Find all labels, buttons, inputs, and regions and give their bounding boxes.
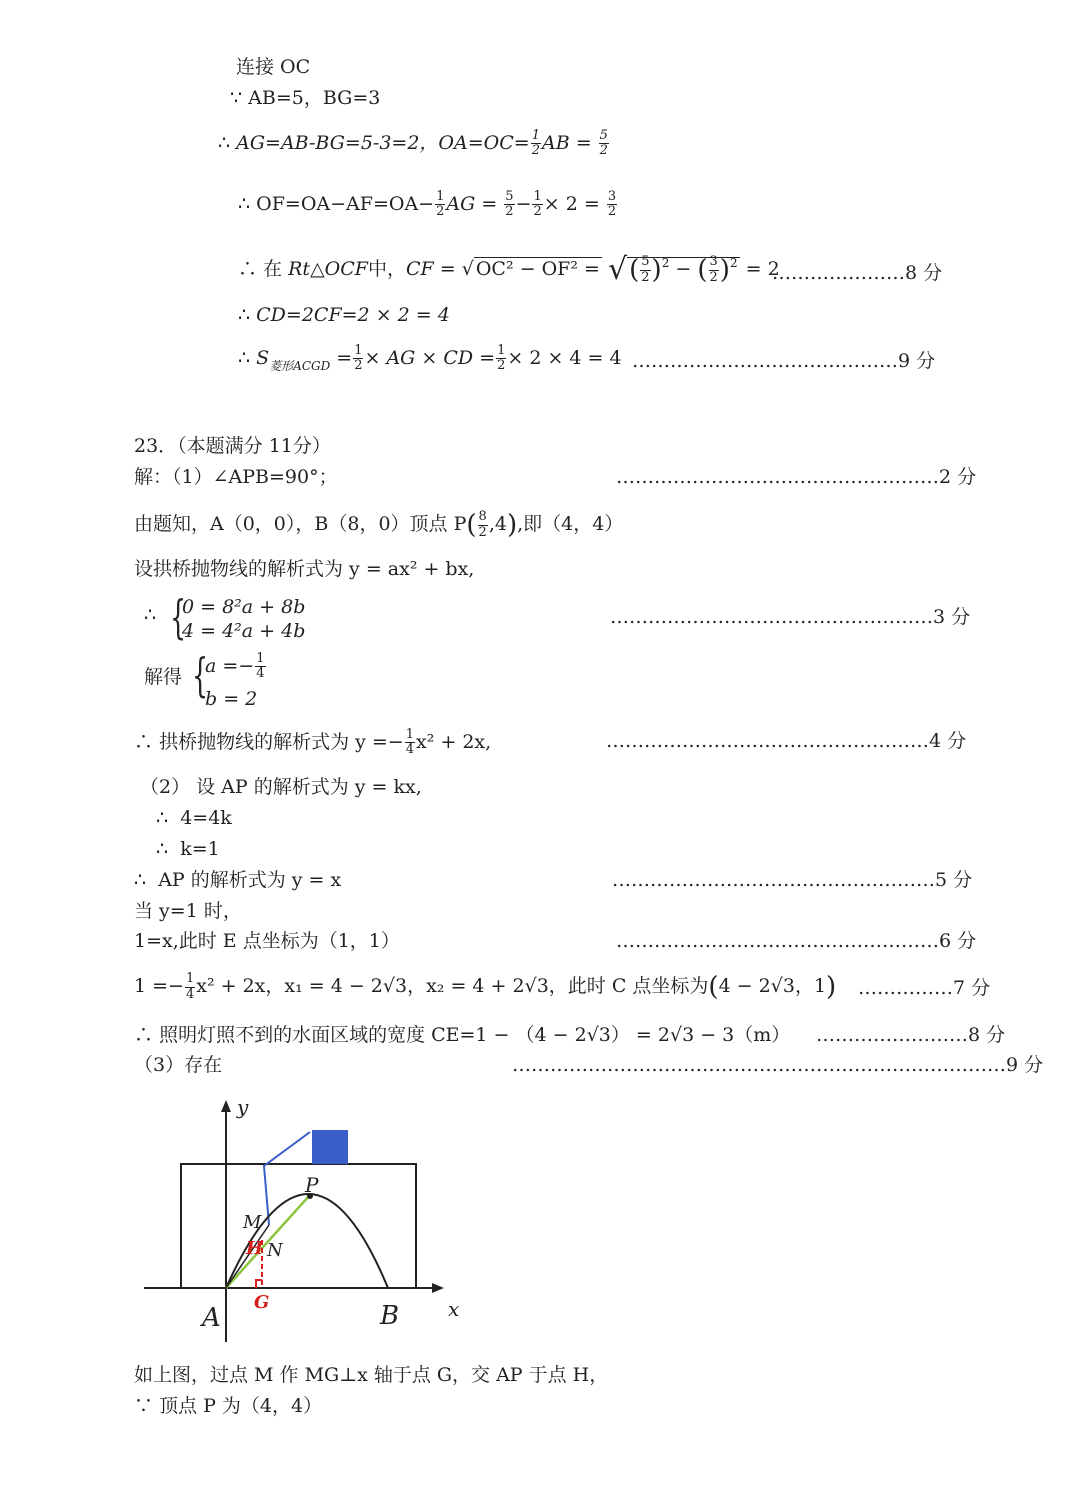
score-9-a: ……………………………………9 分 (632, 350, 936, 372)
therefore-symbol: ∴ (156, 838, 169, 860)
score-8-a: …………………8 分 (772, 262, 943, 284)
solution-a: a =− $\frac{1}{4}$ (205, 651, 265, 682)
q23-points: 由题知，A（0，0），B（8，0）顶点 P( $\frac{8}{2}$ ,4),即（4，4） (134, 509, 624, 540)
q23-width-ce: ∴ 照明灯照不到的水面区域的宽度 CE=1 − （4 − 2√3） = 2√3 − 3（m） (134, 1024, 791, 1046)
line-area: ∴ $S_{菱形ACGD}$ = $\frac{1}{2}$ × AG × CD = $\frac{1}{2}$ × 2 × 4 = 4 (238, 343, 622, 374)
line-connect-oc: 连接 OC (236, 56, 311, 78)
line-cd: ∴ CD=2CF=2 × 2 = 4 (238, 304, 450, 326)
score-8-b: ……………………8 分 (816, 1024, 1006, 1046)
q23-point-c: 1 =− $\frac{1}{4}$ x² + 2x，x₁ = 4 − 2√3，x₂ = 4 + 2√3，此时 C 点坐标为(4 − 2√3，1) (134, 971, 837, 1002)
score-5: ……………………………………………5 分 (612, 869, 973, 891)
x-axis-arrow (432, 1283, 444, 1293)
score-3: ……………………………………………3 分 (610, 606, 971, 628)
therefore-symbol: ∴ (238, 346, 251, 369)
because-symbol: ∵ (134, 1395, 154, 1417)
therefore-symbol: ∴ (134, 1024, 154, 1046)
score-4: ……………………………………………4 分 (606, 730, 967, 752)
score-6: ……………………………………………6 分 (616, 930, 977, 952)
q23-part3-explanation: 如上图，过点 M 作 MG⊥x 轴于点 G，交 AP 于点 H， (134, 1364, 609, 1386)
q23-4eq4k: ∴ 4=4k (156, 807, 232, 829)
therefore-symbol: ∴ (238, 304, 251, 326)
q23-vertex-p: ∵ 顶点 P 为（4，4） (134, 1395, 323, 1417)
solution-brace: { (192, 648, 209, 702)
equation-2: 4 = 4²a + 4b (182, 620, 306, 642)
q23-part3: （3）存在 (134, 1054, 223, 1076)
therefore-symbol: ∴ (134, 869, 147, 891)
y-axis-arrow (221, 1100, 231, 1112)
label-g: G (254, 1292, 270, 1313)
line-cf: ∴ 在 Rt△OCF中，CF = √ OC² − OF² = √( $\frac{5}{2}$ )$^2$ − ( $\frac{3}{2}$ )$^2$ = 2 (238, 252, 780, 287)
line-ab-bg: ∵ AB=5，BG=3 (230, 87, 381, 109)
system-brace: { (170, 590, 187, 644)
therefore-symbol: ∴ (218, 131, 231, 154)
because-symbol: ∵ (230, 87, 243, 109)
equation-1: 0 = 8²a + 8b (182, 596, 306, 618)
q23-when-y1: 当 y=1 时， (134, 900, 242, 922)
q23-result-parabola: ∴ 拱桥抛物线的解析式为 y =− $\frac{1}{4}$ x² + 2x, (134, 727, 492, 758)
therefore-symbol: ∴ (238, 258, 258, 280)
score-9-b: ……………………………………………………………………9 分 (512, 1054, 1044, 1076)
q23-ap-line: ∴ AP 的解析式为 y = x (134, 869, 342, 891)
label-a: A (202, 1303, 221, 1333)
label-x: x (448, 1297, 460, 1321)
q23-title: 23．（本题满分 11分） (134, 435, 331, 457)
label-b: B (380, 1301, 400, 1331)
therefore-symbol: ∴ (238, 192, 251, 215)
line-of: ∴ OF=OA−AF=OA− $\frac{1}{2}$ AG = $\frac{5}{2}$ − $\frac{1}{2}$ × 2 = $\frac{3}{2}$ (238, 189, 617, 220)
parabola-figure (130, 1090, 470, 1350)
therefore-symbol: ∴ (134, 730, 154, 753)
q23-part1-answer: 解：（1）∠APB=90°； (134, 466, 338, 488)
solution-b: b = 2 (205, 688, 258, 710)
q23-part2: （2） 设 AP 的解析式为 y = kx, (140, 776, 422, 798)
therefore-symbol: ∴ (156, 807, 169, 829)
label-p: P (305, 1173, 319, 1197)
label-m: M (243, 1212, 262, 1233)
line-ag-oa: ∴ AG=AB-BG=5-3=2，OA=OC= $\frac{1}{2}$ AB = $\frac{5}{2}$ (218, 128, 608, 159)
q23-k1: ∴ k=1 (156, 838, 220, 860)
lamp-box (312, 1130, 348, 1164)
therefore-symbol: ∴ (144, 604, 157, 626)
solution-label: 解得 (144, 666, 183, 688)
q23-point-e: 1=x,此时 E 点坐标为（1，1） (134, 930, 400, 952)
label-h: H (246, 1238, 264, 1259)
label-n: N (267, 1240, 283, 1261)
q23-setup: 设拱桥抛物线的解析式为 y = ax² + bx, (134, 558, 475, 580)
score-7: ……………7 分 (858, 977, 991, 999)
light-pole (264, 1132, 310, 1225)
score-2: ……………………………………………2 分 (616, 466, 977, 488)
label-y: y (237, 1095, 249, 1119)
